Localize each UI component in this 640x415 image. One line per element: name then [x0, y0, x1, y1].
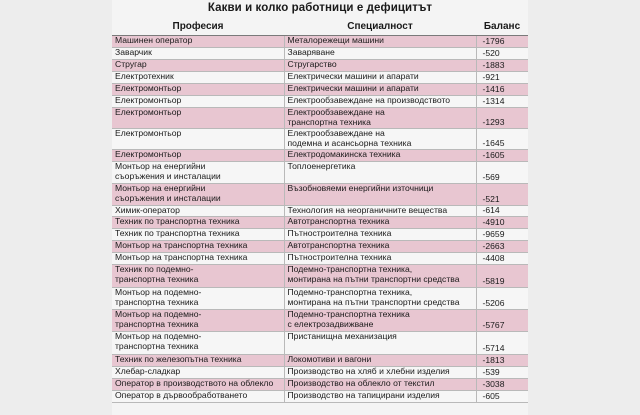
table-row — [112, 332, 528, 355]
cell-balance: -5767 — [476, 310, 528, 332]
cell-balance: -4910 — [476, 217, 528, 229]
cell-specialty: Пътностроителна техника — [284, 253, 476, 265]
header-row — [112, 17, 528, 36]
cell-specialty: Заваряване — [284, 48, 476, 60]
table-row — [112, 108, 528, 129]
table-row — [112, 72, 528, 84]
table-row — [112, 206, 528, 217]
table-row — [112, 184, 528, 206]
cell-balance: -539 — [476, 367, 528, 379]
cell-specialty: Възобновяеми енергийни източници — [284, 184, 476, 206]
table-row — [112, 391, 528, 403]
cell-specialty: Локомотиви и вагони — [284, 355, 476, 367]
cell-profession: Оператор в дървообработването — [112, 391, 284, 403]
table-row — [112, 288, 528, 310]
table-row — [112, 265, 528, 288]
cell-specialty: Топлоенергетика — [284, 162, 476, 184]
table-row — [112, 229, 528, 241]
cell-specialty: Пътностроителна техника — [284, 229, 476, 241]
cell-balance: -921 — [476, 72, 528, 84]
cell-specialty: Автотранспортна техника — [284, 241, 476, 253]
cell-specialty: Металорежещи машини — [284, 36, 476, 48]
cell-specialty: Стругарство — [284, 60, 476, 72]
table-row — [112, 96, 528, 108]
cell-profession: Машинен оператор — [112, 36, 284, 48]
table-row — [112, 355, 528, 367]
table-row — [112, 217, 528, 229]
cell-specialty: Електрообзавеждане на подемна и асансьорна техника — [284, 129, 476, 150]
cell-profession: Химик-оператор — [112, 206, 284, 217]
table-row — [112, 241, 528, 253]
cell-specialty: Производство на облекло от текстил — [284, 379, 476, 391]
cell-balance: -9659 — [476, 229, 528, 241]
table-row — [112, 253, 528, 265]
cell-profession: Техник по подемно- транспортна техника — [112, 265, 284, 288]
cell-balance: -521 — [476, 184, 528, 206]
cell-specialty: Електрообзавеждане на производството — [284, 96, 476, 108]
cell-balance: -1883 — [476, 60, 528, 72]
cell-profession: Електромонтьор — [112, 84, 284, 96]
table-row — [112, 367, 528, 379]
cell-profession: Стругар — [112, 60, 284, 72]
cell-profession: Монтьор на енергийни съоръжения и инсталации — [112, 184, 284, 206]
cell-specialty: Производство на тапицирани изделия — [284, 391, 476, 403]
table-row — [112, 129, 528, 150]
cell-profession: Техник по транспортна техника — [112, 229, 284, 241]
cell-profession: Монтьор на подемно- транспортна техника — [112, 332, 284, 355]
table-row — [112, 310, 528, 332]
cell-profession: Електромонтьор — [112, 129, 284, 150]
table-row — [112, 379, 528, 391]
cell-profession: Монтьор на транспортна техника — [112, 253, 284, 265]
cell-specialty: Пристанищна механизация — [284, 332, 476, 355]
cell-profession: Електротехник — [112, 72, 284, 84]
cell-balance: -1796 — [476, 36, 528, 48]
cell-balance: -1293 — [476, 108, 528, 129]
cell-profession: Монтьор на транспортна техника — [112, 241, 284, 253]
cell-balance: -1605 — [476, 150, 528, 162]
cell-balance: -5206 — [476, 288, 528, 310]
cell-balance: -569 — [476, 162, 528, 184]
cell-balance: -4408 — [476, 253, 528, 265]
header-specialty: Специалност — [284, 17, 476, 36]
cell-specialty: Подемно-транспортна техника с електрозадвижване — [284, 310, 476, 332]
cell-profession: Оператор в производството на облекло — [112, 379, 284, 391]
table-title: Какви и колко работници е дефицитът — [207, 2, 433, 14]
table-row — [112, 36, 528, 48]
cell-specialty: Електродомакинска техника — [284, 150, 476, 162]
header-profession: Професия — [112, 17, 284, 36]
cell-balance: -3038 — [476, 379, 528, 391]
cell-specialty: Производство на хляб и хлебни изделия — [284, 367, 476, 379]
header-balance: Баланс — [476, 17, 528, 36]
cell-balance: -605 — [476, 391, 528, 403]
cell-balance: -1645 — [476, 129, 528, 150]
cell-profession: Електромонтьор — [112, 150, 284, 162]
table-row — [112, 150, 528, 162]
cell-balance: -1813 — [476, 355, 528, 367]
cell-specialty: Електрически машини и апарати — [284, 84, 476, 96]
table-row — [112, 162, 528, 184]
cell-profession: Монтьор на подемно- транспортна техника — [112, 288, 284, 310]
cell-profession: Електромонтьор — [112, 96, 284, 108]
cell-profession: Монтьор на енергийни съоръжения и инсталации — [112, 162, 284, 184]
table-figure — [112, 0, 528, 415]
cell-balance: -520 — [476, 48, 528, 60]
deficit-table — [112, 17, 528, 403]
cell-specialty: Електрически машини и апарати — [284, 72, 476, 84]
table-body — [112, 36, 528, 403]
cell-profession: Техник по железопътна техника — [112, 355, 284, 367]
cell-balance: -1314 — [476, 96, 528, 108]
cell-specialty: Подемно-транспортна техника, монтирана на пътни транспортни средства — [284, 288, 476, 310]
cell-profession: Електромонтьор — [112, 108, 284, 129]
cell-profession: Техник по транспортна техника — [112, 217, 284, 229]
cell-balance: -1416 — [476, 84, 528, 96]
cell-balance: -614 — [476, 206, 528, 217]
cell-profession: Заварчик — [112, 48, 284, 60]
cell-specialty: Електрообзавеждане на транспортна техника — [284, 108, 476, 129]
cell-balance: -2663 — [476, 241, 528, 253]
cell-specialty: Подемно-транспортна техника, монтирана на пътни транспортни средства — [284, 265, 476, 288]
table-row — [112, 84, 528, 96]
cell-specialty: Технология на неорганичните вещества — [284, 206, 476, 217]
cell-balance: -5714 — [476, 332, 528, 355]
cell-profession: Монтьор на подемно- транспортна техника — [112, 310, 284, 332]
table-row — [112, 60, 528, 72]
cell-profession: Хлебар-сладкар — [112, 367, 284, 379]
table-row — [112, 48, 528, 60]
cell-balance: -5819 — [476, 265, 528, 288]
cell-specialty: Автотранспортна техника — [284, 217, 476, 229]
